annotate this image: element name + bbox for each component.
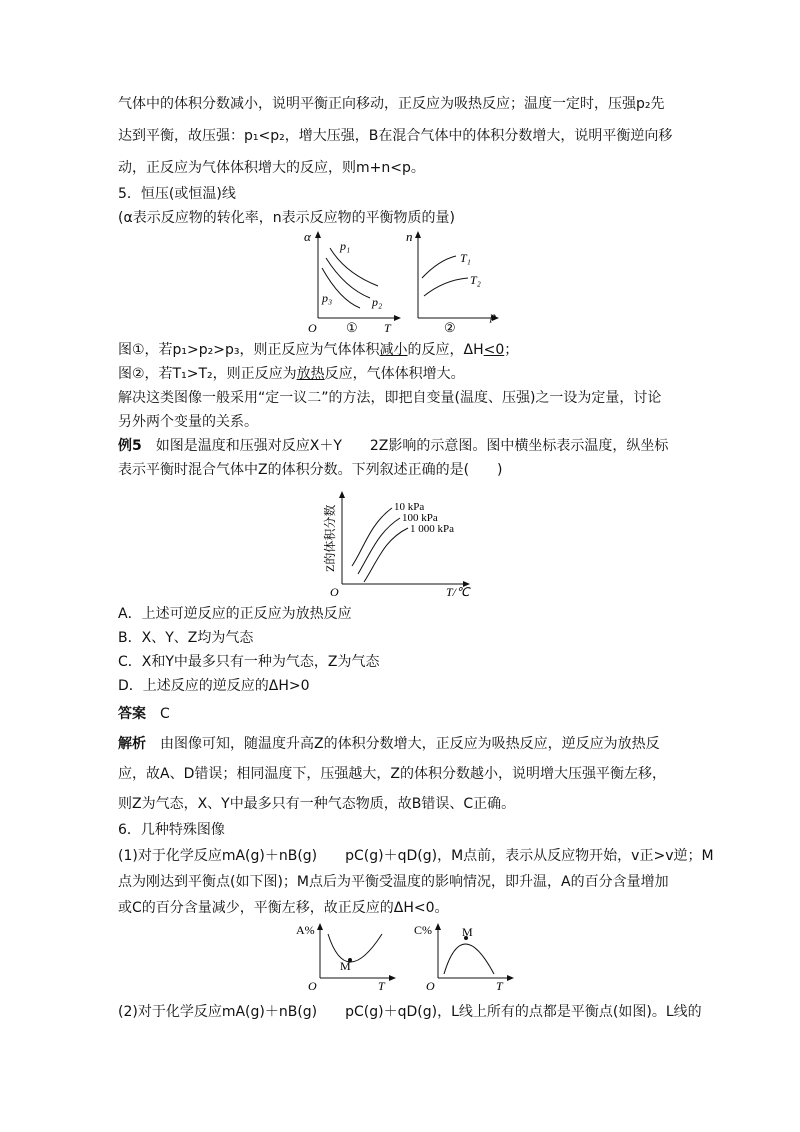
figure-z-volume-fraction bbox=[318, 488, 478, 600]
y-label: C% bbox=[414, 923, 432, 937]
y-axis-arrow bbox=[317, 923, 323, 930]
x-axis-arrow bbox=[389, 975, 396, 981]
x-axis-arrow bbox=[507, 975, 514, 981]
caption: ① bbox=[346, 320, 358, 334]
curve-1000kpa bbox=[364, 528, 408, 582]
x-axis-arrow bbox=[394, 315, 401, 321]
analysis-line: 应，故A、D错误；相同温度下，压强越大，Z的体积分数越小，说明增大压强平衡左移， bbox=[118, 766, 666, 782]
curve-p1 bbox=[330, 248, 378, 286]
x-label: T bbox=[496, 979, 503, 992]
text-line: 达到平衡，故压强：p₁<p₂，增大压强，B在混合气体中的体积分数增大，说明平衡逆向移 bbox=[118, 128, 673, 144]
question-line: 表示平衡时混合气体中Z的体积分数。下列叙述正确的是( ) bbox=[118, 462, 503, 478]
text-line: 点为刚达到平衡点(如下图)；M点后为平衡受温度的影响情况，即升温，A的百分含量增加 bbox=[118, 874, 669, 890]
figure-constant-temperature bbox=[404, 228, 508, 334]
option-b: B．X、Y、Z均为气态 bbox=[118, 630, 254, 646]
label-100kpa: 100 kPa bbox=[402, 512, 438, 524]
y-axis-arrow bbox=[315, 231, 321, 238]
x-label: T bbox=[378, 979, 385, 992]
y-label: Z的体积分数 bbox=[323, 504, 337, 572]
y-label: n bbox=[406, 229, 413, 244]
label-p1: p₁ bbox=[340, 239, 351, 253]
label-p3: p₃ bbox=[322, 291, 333, 305]
text-line: 解决这类图像一般采用“定一议二”的方法，即把自变量(温度、压强)之一设为定量，讨论 bbox=[118, 390, 662, 406]
answer-line: 答案 C bbox=[118, 706, 170, 722]
x-label: T bbox=[384, 321, 391, 334]
text-line: 或C的百分含量减少，平衡左移，故正反应的ΔH<0。 bbox=[118, 900, 449, 916]
y-axis-arrow bbox=[435, 923, 441, 930]
origin-label: O bbox=[330, 585, 339, 599]
caption: ② bbox=[444, 320, 456, 334]
origin-label: O bbox=[426, 979, 435, 992]
label-10kpa: 10 kPa bbox=[394, 501, 425, 513]
question-line: 例5 如图是温度和压强对反应X＋Y 2Z影响的示意图。图中横坐标表示温度，纵坐标 bbox=[118, 438, 669, 454]
label-p2: p₂ bbox=[372, 295, 383, 309]
text-line: 另外两个变量的关系。 bbox=[118, 414, 258, 430]
text-line: (1)对于化学反应mA(g)＋nB(g) pC(g)＋qD(g)，M点前，表示从反应物开始，v正>v逆；M bbox=[118, 848, 714, 864]
section-title: 5．恒压(或恒温)线 bbox=[118, 186, 236, 202]
label-t1: T₁ bbox=[460, 251, 471, 265]
option-c: C．X和Y中最多只有一种为气态，Z为气态 bbox=[118, 654, 380, 670]
figure-a-percent bbox=[296, 920, 402, 992]
curve-t2 bbox=[424, 278, 468, 296]
text-line: 气体中的体积分数减小，说明平衡正向移动，正反应为吸热反应；温度一定时，压强p₂先 bbox=[118, 96, 665, 112]
text-line: (2)对于化学反应mA(g)＋nB(g) pC(g)＋qD(g)，L线上所有的点都是平衡点(如图)。L线的 bbox=[118, 1004, 702, 1020]
figure-constant-pressure bbox=[300, 228, 412, 334]
point-label: M bbox=[340, 959, 351, 973]
y-label: α bbox=[304, 229, 311, 244]
note-line: (α表示反应物的转化率，n表示反应物的平衡物质的量) bbox=[118, 210, 456, 226]
text-line: 动，正反应为气体体积增大的反应，则m+n<p。 bbox=[118, 160, 425, 176]
x-label: p bbox=[490, 309, 496, 323]
y-label: A% bbox=[296, 923, 315, 937]
analysis-line: 则Z为气态，X、Y中最多只有一种气态物质，故B错误、C正确。 bbox=[118, 796, 516, 812]
option-d: D．上述反应的逆反应的ΔH>0 bbox=[118, 678, 310, 694]
y-axis-arrow bbox=[339, 491, 345, 498]
section-title: 6．几种特殊图像 bbox=[118, 822, 225, 838]
label-t2: T₂ bbox=[470, 273, 481, 287]
analysis-line: 解析 由图像可知，随温度升高Z的体积分数增大，正反应为吸热反应，逆反应为放热反 bbox=[118, 736, 660, 752]
figure-c-percent bbox=[414, 920, 520, 992]
curve-100kpa bbox=[358, 518, 400, 574]
label-1000kpa: 1 000 kPa bbox=[410, 523, 454, 535]
curve-t1 bbox=[422, 256, 456, 278]
y-axis-arrow bbox=[415, 231, 421, 238]
x-label: T/℃ bbox=[446, 585, 470, 599]
origin-label: O bbox=[308, 979, 317, 992]
option-a: A．上述可逆反应的正反应为放热反应 bbox=[118, 606, 352, 622]
curve-10kpa bbox=[352, 508, 392, 566]
curve-c bbox=[444, 944, 494, 974]
point-label: M bbox=[462, 925, 473, 939]
text-line: 图②，若T₁>T₂，则正反应为放热反应，气体体积增大。 bbox=[118, 366, 465, 382]
curve-p2 bbox=[326, 258, 370, 298]
origin-label: O bbox=[308, 321, 317, 334]
curve-a bbox=[328, 934, 382, 962]
text-line: 图①，若p₁>p₂>p₃，则正反应为气体体积减小的反应，ΔH<0； bbox=[118, 342, 519, 358]
